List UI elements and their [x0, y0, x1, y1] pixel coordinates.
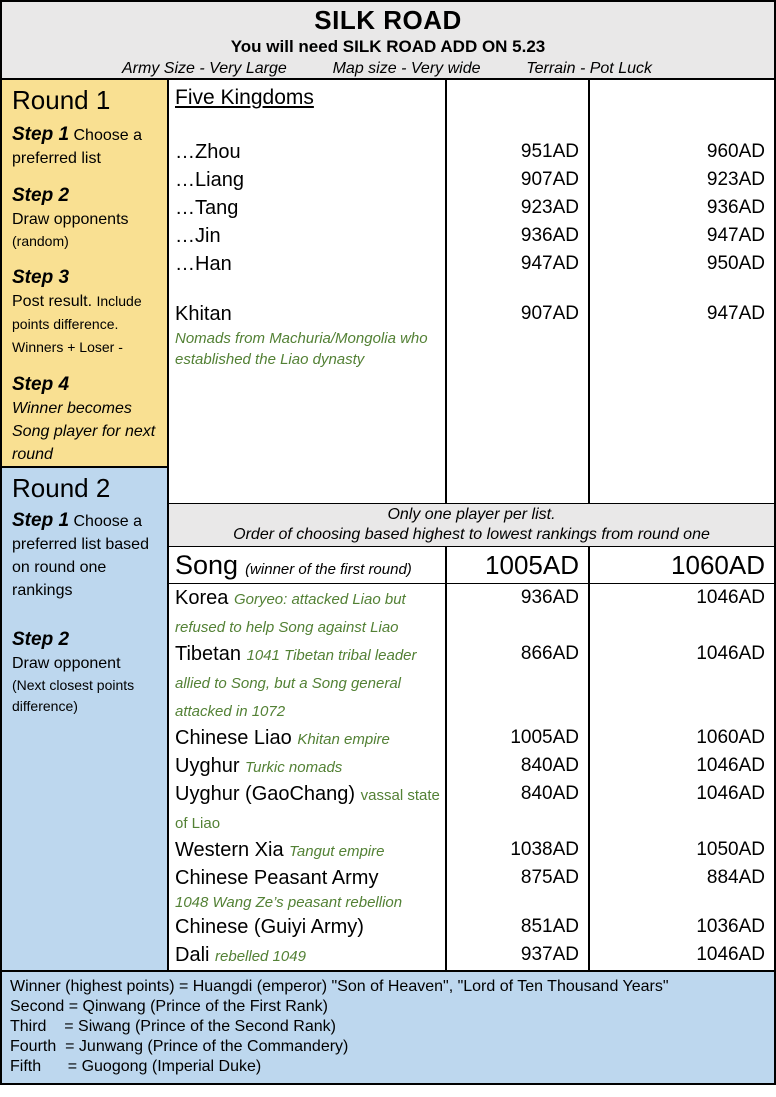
map-size-spec: Map size - Very wide	[332, 60, 481, 77]
table-row	[169, 194, 774, 222]
end-date: 947AD	[706, 225, 765, 246]
faction-note: vassal state of Liao	[175, 787, 440, 832]
round-2-step-2-text: Draw opponent	[12, 655, 121, 672]
start-date: 1005AD	[510, 727, 579, 748]
end-date: 1036AD	[696, 916, 765, 937]
round-1-step-3	[12, 266, 159, 359]
faction-name: Tibetan	[175, 643, 241, 665]
end-date: 1060AD	[671, 550, 765, 580]
round-2-step-2-label: Step 2	[12, 629, 70, 650]
column-divider	[445, 547, 447, 970]
faction-name-cell	[169, 913, 445, 941]
rank-fifth: Fifth = Guogong (Imperial Duke)	[10, 1058, 262, 1075]
subtitle: You will need SILK ROAD ADD ON 5.23	[230, 37, 546, 56]
kingdom-name	[169, 300, 445, 370]
round-2-title: Round 2	[12, 473, 111, 503]
column-divider	[588, 80, 590, 503]
faction-name-cell	[169, 969, 445, 970]
end-date: 1050AD	[696, 839, 765, 860]
table-row	[169, 969, 774, 970]
start-date: 907AD	[520, 169, 579, 190]
round-2-step-1	[12, 509, 159, 602]
game-specs	[2, 59, 774, 79]
round-2-step-1-text: Choose a preferred list based on round one rankings	[12, 513, 149, 599]
end-date: 960AD	[706, 141, 765, 162]
table-row	[169, 640, 774, 724]
rank-third: Third = Siwang (Prince of the Second Rank)	[10, 1018, 336, 1035]
faction-name: Song	[175, 550, 239, 580]
end-date: 936AD	[706, 197, 765, 218]
kingdom-name: …Tang	[175, 197, 239, 219]
kingdom-name: …Zhou	[175, 141, 241, 163]
start-date: 936AD	[520, 587, 579, 608]
faction-note: (winner of the first round)	[245, 561, 412, 578]
step-3-label: Step 3	[12, 267, 70, 288]
sidebar	[2, 80, 169, 970]
table-row	[169, 780, 774, 836]
band-line-2: Order of choosing based highest to lowest rankings from round one	[233, 526, 710, 543]
faction-name-cell	[169, 752, 445, 780]
step-2-text: Draw opponents	[12, 211, 129, 228]
khitan-note: Nomads from Machuria/Mongolia who established the Liao dynasty	[175, 330, 428, 368]
round-2-table	[169, 547, 774, 970]
step-2-label: Step 2	[12, 185, 70, 206]
start-date: 937AD	[520, 944, 579, 965]
round-2-panel	[2, 468, 167, 970]
start-date: 1005AD	[485, 550, 579, 580]
table-row	[169, 222, 774, 250]
step-3-text: Post result.	[12, 293, 93, 310]
start-date: 866AD	[520, 643, 579, 664]
end-date: 1046AD	[696, 783, 765, 804]
step-1-label: Step 1	[12, 124, 70, 145]
round-1-panel	[2, 80, 167, 468]
faction-name-cell	[169, 724, 445, 752]
table-row	[169, 864, 774, 913]
start-date: 936AD	[520, 225, 579, 246]
terrain-spec: Terrain - Pot Luck	[526, 60, 652, 77]
round-2-rules-band	[169, 503, 774, 547]
step-4-text: Winner becomes Song player for next round	[12, 400, 156, 463]
start-date: 907AD	[520, 303, 579, 324]
faction-note: 1048 Wang Ze’s peasant rebellion	[175, 894, 403, 911]
start-date: 875AD	[520, 867, 579, 888]
rankings-footer	[2, 970, 774, 1083]
band-line-1: Only one player per list.	[387, 506, 556, 523]
step-1-text: Choose a preferred list	[12, 127, 142, 167]
header	[2, 2, 774, 80]
end-date: 1046AD	[696, 755, 765, 776]
faction-name: Chinese Liao	[175, 727, 292, 749]
start-date: 1038AD	[510, 839, 579, 860]
body	[2, 80, 774, 970]
step-2-subtext: (random)	[12, 233, 69, 249]
faction-name: Dali	[175, 944, 210, 966]
faction-note: Goryeo: attacked Liao but refused to help Song against Liao	[175, 591, 406, 636]
faction-note: Tangut empire	[289, 843, 385, 860]
faction-name: Chinese Peasant Army	[175, 867, 379, 889]
table-row	[169, 166, 774, 194]
start-date: 840AD	[520, 783, 579, 804]
end-date: 947AD	[706, 303, 765, 324]
round-1-step-1	[12, 123, 159, 170]
round-2-step-2-subtext: (Next closest points difference)	[12, 677, 135, 714]
end-date	[588, 969, 774, 970]
table-row	[169, 913, 774, 941]
end-date: 923AD	[706, 169, 765, 190]
table-row	[169, 941, 774, 969]
round-2-step-1-label: Step 1	[12, 510, 70, 531]
start-date: 840AD	[520, 755, 579, 776]
kingdom-name: …Liang	[175, 169, 244, 191]
faction-name-cell	[169, 780, 445, 836]
end-date: 950AD	[706, 253, 765, 274]
end-date: 1060AD	[696, 727, 765, 748]
round-1-step-2	[12, 184, 159, 252]
faction-name: Uyghur	[175, 755, 240, 777]
main-area	[169, 80, 774, 970]
rank-fourth: Fourth = Junwang (Prince of the Commandery)	[10, 1038, 349, 1055]
faction-name-cell	[169, 864, 445, 913]
five-kingdoms-table	[169, 80, 774, 503]
end-date: 1046AD	[696, 643, 765, 664]
khitan-name: Khitan	[175, 303, 232, 325]
kingdom-name: …Han	[175, 253, 232, 275]
start-date: 923AD	[520, 197, 579, 218]
table-row	[169, 836, 774, 864]
faction-name-cell	[169, 941, 445, 969]
table-row-song	[169, 547, 774, 584]
faction-name: Chinese (Guiyi Army)	[175, 916, 364, 938]
faction-name: Western Xia	[175, 839, 284, 861]
end-date: 884AD	[706, 867, 765, 888]
round-1-title: Round 1	[12, 85, 111, 115]
faction-name: Korea	[175, 587, 229, 609]
faction-name-cell	[169, 547, 445, 583]
column-divider	[445, 80, 447, 503]
start-date: 951AD	[520, 141, 579, 162]
table-row	[169, 250, 774, 278]
faction-note: rebelled 1049	[215, 948, 306, 965]
kingdom-name: …Jin	[175, 225, 221, 247]
army-size-spec: Army Size - Very Large	[122, 60, 287, 77]
table-row	[169, 752, 774, 780]
step-4-label: Step 4	[12, 374, 70, 395]
five-kingdoms-heading: Five Kingdoms	[175, 86, 314, 109]
start-date: 851AD	[520, 916, 579, 937]
faction-name-cell	[169, 640, 445, 724]
faction-name-cell	[169, 584, 445, 640]
table-row	[169, 724, 774, 752]
table-row	[169, 584, 774, 640]
table-row-khitan	[169, 300, 774, 370]
column-divider	[588, 547, 590, 970]
rank-second: Second = Qinwang (Prince of the First Rank)	[10, 998, 328, 1015]
start-date	[445, 969, 588, 970]
faction-note: 1041 Tibetan tribal leader allied to Song, but a Song general attacked in 1072	[175, 647, 417, 720]
round-1-step-4	[12, 373, 159, 466]
page-title: SILK ROAD	[314, 5, 462, 35]
end-date: 1046AD	[696, 944, 765, 965]
start-date: 947AD	[520, 253, 579, 274]
table-row	[169, 138, 774, 166]
faction-note: Khitan empire	[297, 731, 390, 748]
faction-name-cell	[169, 836, 445, 864]
round-2-step-2	[12, 628, 159, 717]
rank-winner: Winner (highest points) = Huangdi (emperor) "Son of Heaven", "Lord of Ten Thousand Years"	[10, 978, 669, 995]
end-date: 1046AD	[696, 587, 765, 608]
step-3-subtext: Include points difference. Winners + Loser -	[12, 293, 142, 355]
faction-name: Uyghur (GaoChang)	[175, 783, 356, 805]
faction-note: Turkic nomads	[245, 759, 343, 776]
